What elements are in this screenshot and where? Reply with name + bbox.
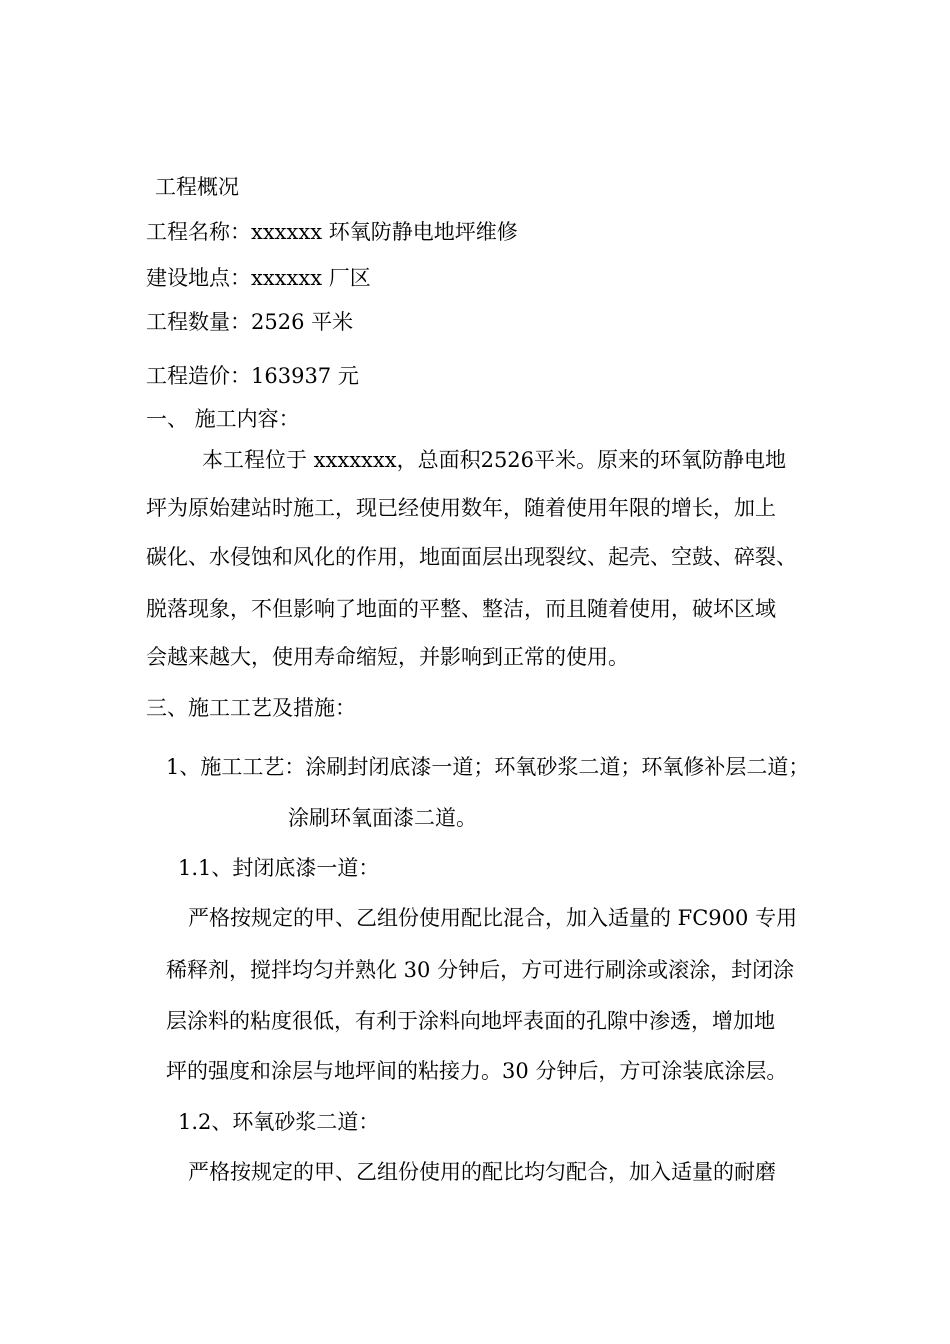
project-quantity: 工程数量：2526 平米 — [146, 310, 354, 334]
project-cost: 工程造价：163937 元 — [146, 364, 359, 388]
subsection-line: 坪的强度和涂层与地坪间的粘接力。30 分钟后，方可涂装底涂层。 — [166, 1059, 788, 1083]
section1-line: 碳化、水侵蚀和风化的作用，地面面层出现裂纹、起壳、空鼓、碎裂、 — [146, 545, 797, 569]
project-name: 工程名称：xxxxxx 环氧防静电地坪维修 — [146, 220, 518, 244]
subsection-line: 严格按规定的甲、乙组份使用配比混合，加入适量的 FC900 专用 — [188, 906, 798, 930]
section1-line: 会越来越大，使用寿命缩短，并影响到正常的使用。 — [146, 645, 629, 669]
project-location: 建设地点：xxxxxx 厂区 — [146, 266, 371, 290]
subsection-line: 层涂料的粘度很低，有利于涂料向地坪表面的孔隙中渗透，增加地 — [166, 1009, 775, 1033]
subsection-title: 1.1、封闭底漆一道： — [178, 856, 380, 880]
heading: 工程概况 — [155, 175, 239, 199]
subsection-line: 稀释剂，搅拌均匀并熟化 30 分钟后，方可进行刷涂或滚涂，封闭涂 — [166, 958, 795, 982]
subsection-line: 严格按规定的甲、乙组份使用的配比均匀配合，加入适量的耐磨 — [188, 1160, 776, 1184]
process-line: 1、施工工艺：涂刷封闭底漆一道；环氧砂浆二道；环氧修补层二道； — [166, 755, 810, 779]
subsection-title: 1.2、环氧砂浆二道： — [178, 1110, 380, 1134]
section1-title: 一、 施工内容： — [146, 407, 300, 431]
section1-line: 本工程位于 xxxxxxx，总面积2526平米。原来的环氧防静电地 — [202, 448, 787, 472]
process-line: 涂刷环氧面漆二道。 — [288, 806, 477, 830]
section1-line: 坪为原始建站时施工，现已经使用数年，随着使用年限的增长，加上 — [146, 496, 776, 520]
section1-line: 脱落现象，不但影响了地面的平整、整洁，而且随着使用，破坏区域 — [146, 597, 776, 621]
section3-title: 三、施工工艺及措施： — [146, 696, 356, 720]
